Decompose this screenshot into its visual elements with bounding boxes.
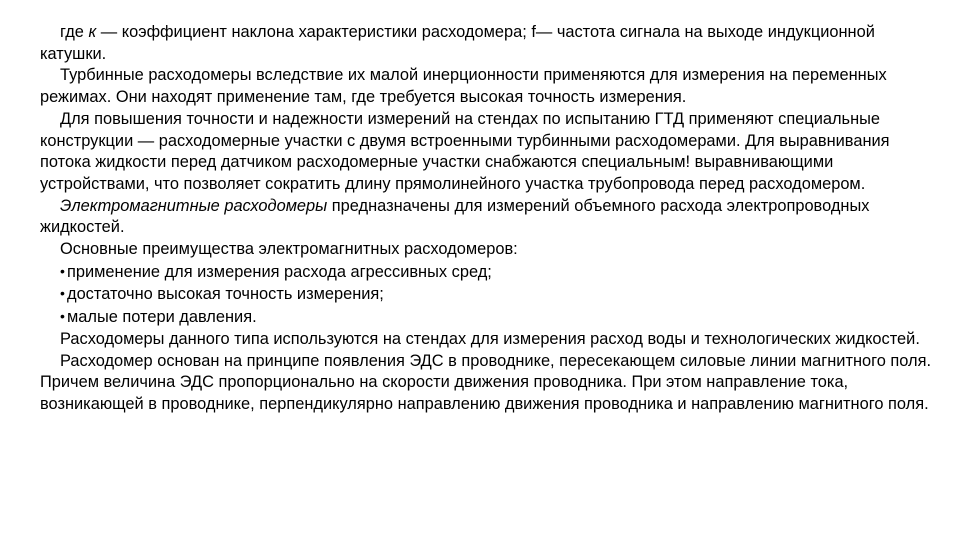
coefficient-symbol: к	[88, 23, 97, 41]
list-item	[40, 261, 940, 284]
paragraph-turbine-usage: Турбинные расходомеры вследствие их малой инерционности применяются для измерения на переменных режимах. Они находят применение там, где требуется высокая точность измерения.	[40, 66, 887, 107]
list-item	[40, 283, 940, 306]
bullet-icon: •	[60, 285, 65, 302]
paragraph-coefficient-start: где	[60, 23, 89, 41]
paragraph-principle: Расходомер основан на принципе появления ЭДС в проводнике, пересекающем силовые линии магнитного поля. Причем величина ЭДС пропорционально на скорости движения проводника. При этом направление тока, возникающей в проводнике, перпендикулярно направлению движения проводника и направлению магнитного поля.	[40, 351, 932, 413]
list-item-text: применение для измерения расхода агрессивных сред;	[67, 262, 492, 281]
bullet-icon: •	[60, 308, 65, 325]
paragraph-turbine-accuracy: Для повышения точности и надежности измерений на стендах по испытанию ГТД применяют специальные конструкции — расходомерные участки с двумя встроенными турбинными расходомерами. Для выравнивания потока жидкости перед датчиком расходомерные участки снабжаются специальным! выравнивающими устройствами, что позволяет сократить длину прямолинейного участка трубопровода перед расходомером.	[40, 109, 890, 193]
list-item-text: достаточно высокая точность измерения;	[67, 285, 384, 304]
paragraph-usage-stands: Расходомеры данного типа используются на стендах для измерения расход воды и технологических жидкостей.	[60, 329, 920, 348]
document-body	[40, 22, 940, 416]
list-item-text: малые потери давления.	[67, 308, 257, 327]
paragraph-advantages-heading: Основные преимущества электромагнитных расходомеров:	[60, 240, 518, 259]
electromagnetic-term: Электромагнитные расходомеры	[60, 196, 328, 215]
electromagnetic-intro-rest: предназначены для измерений объемного расхода электропроводных жидкостей.	[40, 196, 870, 237]
paragraph-electromagnetic-intro	[40, 196, 940, 239]
paragraph-coefficient	[40, 22, 940, 65]
paragraph-coefficient-rest: — коэффициент наклона характеристики расходомера; f— частота сигнала на выходе индукционной катушки.	[40, 23, 875, 63]
list-item	[40, 306, 940, 329]
bullet-icon: •	[60, 262, 65, 279]
